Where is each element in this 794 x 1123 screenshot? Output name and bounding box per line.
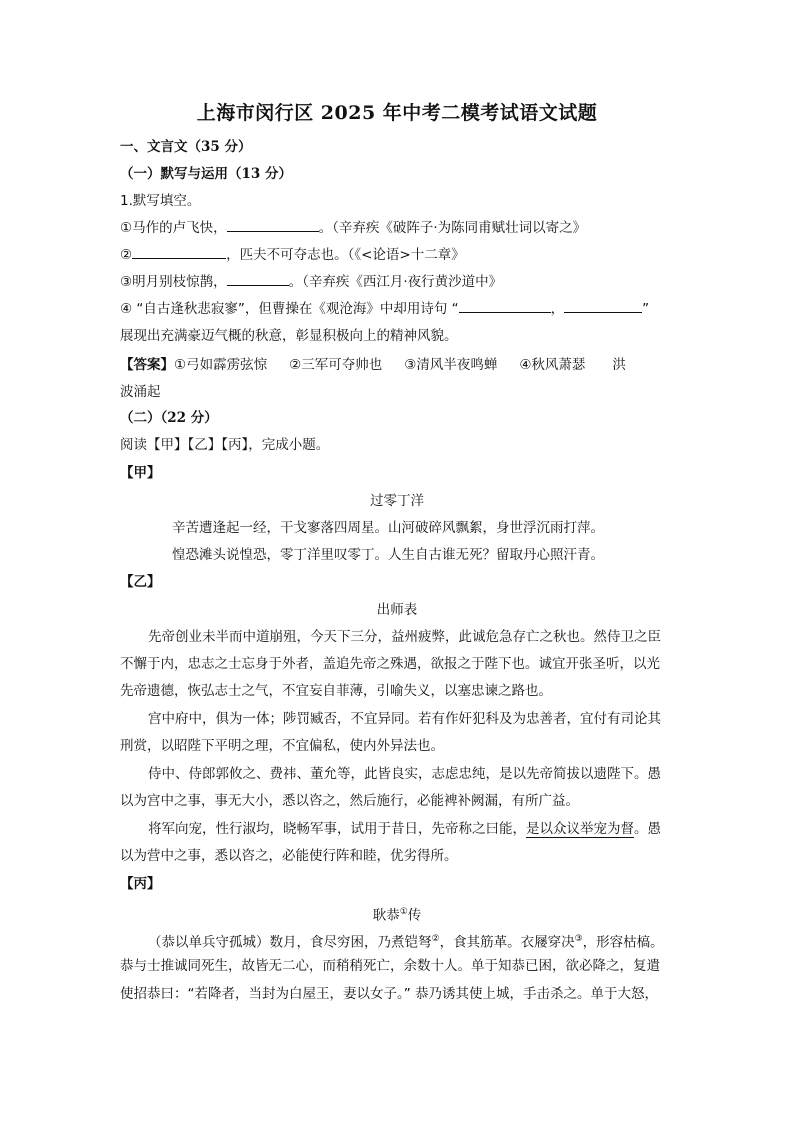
poem-title: 过零丁洋: [370, 493, 424, 509]
fill-item-text: ④ “自古逢秋悲寂寥”，但曹操在《观沧海》中却用诗句 “: [120, 301, 459, 317]
essay-line: 刑赏，以昭陛下平明之理，不宜偏私，使内外异法也。: [120, 738, 444, 754]
fill-item-1: [120, 219, 680, 237]
biography-line: 恭与士推诚同死生，故皆无二心，而稍稍死亡，余数十人。单于知恭已困，欲必降之，复遣: [120, 958, 660, 974]
essay-line: 先帝遗德，恢弘志士之气，不宜妄自菲薄，引喻失义，以塞忠谏之路也。: [120, 683, 552, 699]
essay-line: 宫中府中，俱为一体；陟罚臧否，不宜异同。若有作奸犯科及为忠善者，宜付有司论其: [148, 711, 661, 727]
fill-item-text: ③明月别枝惊鹊，: [120, 274, 227, 290]
answer-line-cont: 波涌起: [120, 384, 161, 400]
reading-instruction: 阅读【甲】【乙】【丙】，完成小题。: [120, 437, 330, 453]
answer-item: ④秋风萧瑟 洪: [519, 357, 626, 373]
poem-line: 辛苦遭逢起一经，干戈寥落四周星。山河破碎风飘絮，身世浮沉雨打萍。: [172, 520, 604, 536]
essay-line: 以为营中之事，悉以咨之，必能使行阵和睦，优劣得所。: [120, 848, 458, 864]
fill-item-text: ②: [120, 247, 133, 263]
essay-line: 不懈于内，忠志之士忘身于外者，盖追先帝之殊遇，欲报之于陛下也。诚宜开张圣听，以光: [120, 656, 660, 672]
essay-line: 先帝创业未半而中道崩殂，今天下三分，益州疲弊，此诚危急存亡之秋也。然侍卫之臣: [148, 629, 661, 645]
biography-line: [148, 930, 708, 952]
underlined-sentence: 是以众议举宠为督: [526, 821, 634, 837]
section-heading: 一、文言文（35 分）: [120, 139, 252, 155]
footnote-marker: ③: [574, 934, 583, 944]
essay-line: [148, 820, 708, 838]
fill-blank[interactable]: [227, 273, 289, 286]
passage-label-yi: 【乙】: [120, 574, 161, 590]
part-heading-2: （二）（22 分）: [120, 410, 218, 426]
part-heading: （一）默写与运用（13 分）: [120, 166, 292, 182]
answer-item: ①弓如霹雳弦惊: [174, 357, 268, 373]
biography-text: （恭以单兵守孤城）数月，食尽穷困，乃煮铠弩: [148, 934, 432, 951]
fill-item-text: ，: [550, 301, 565, 317]
fill-item-3: [120, 273, 680, 291]
fill-item-4-cont: 展现出充满豪迈气概的秋意，彰显积极向上的精神风貌。: [120, 328, 458, 344]
essay-text: 。愚: [634, 821, 661, 837]
title-text: 耿恭: [372, 907, 400, 924]
biography-title: [0, 903, 794, 925]
fill-item-2: [120, 246, 680, 264]
answer-line: [120, 356, 680, 374]
fill-item-source: 。（辛弃疾《破阵子·为陈同甫赋壮词以寄之》: [318, 220, 587, 236]
poem-line: 惶恐滩头说惶恐，零丁洋里叹零丁。人生自古谁无死？留取丹心照汗青。: [172, 547, 604, 563]
footnote-marker: ②: [431, 934, 440, 944]
fill-item-source: ，匹夫不可夺志也。（《<论语>十二章》: [226, 247, 465, 263]
essay-line: 以为宫中之事，事无大小，悉以咨之，然后施行，必能裨补阙漏，有所广益。: [120, 793, 579, 809]
biography-text: ，形容枯槁。: [582, 934, 664, 951]
answer-item: ③清风半夜鸣蝉: [404, 357, 498, 373]
fill-blank[interactable]: [132, 246, 226, 259]
answer-item: ②三军可夺帅也: [289, 357, 383, 373]
essay-text: 将军向宠，性行淑均，晓畅军事，试用于昔日，先帝称之曰能，: [148, 821, 526, 837]
passage-label-bing: 【丙】: [120, 876, 161, 892]
fill-item-4: [120, 300, 680, 318]
fill-blank[interactable]: [459, 300, 551, 313]
biography-text: ，食其筋革。衣屦穿决: [439, 934, 575, 951]
fill-item-source: 。（辛弃疾《西江月·夜行黄沙道中》: [288, 274, 503, 290]
fill-item-text: ①马作的卢飞快，: [120, 220, 227, 236]
question-1: 1.默写填空。: [120, 193, 201, 209]
title-text: 传: [407, 907, 422, 924]
passage-label-jia: 【甲】: [120, 465, 161, 481]
essay-title: 出师表: [376, 602, 418, 618]
essay-line: 侍中、侍郎郭攸之、费祎、董允等，此皆良实，志虑忠纯，是以先帝简拔以遗陛下。愚: [148, 766, 661, 782]
fill-blank[interactable]: [227, 219, 319, 232]
fill-blank[interactable]: [564, 300, 642, 313]
page-title: 上海市闵行区 2025 年中考二模考试语文试题: [196, 102, 598, 124]
footnote-marker: ①: [399, 907, 408, 917]
biography-line: 使招恭曰：“若降者，当封为白屋王，妻以女子。” 恭乃诱其使上城，手击杀之。单于大怒，: [120, 986, 659, 1002]
fill-item-text: ”: [642, 301, 650, 317]
answer-label: 【答案】: [120, 357, 174, 373]
